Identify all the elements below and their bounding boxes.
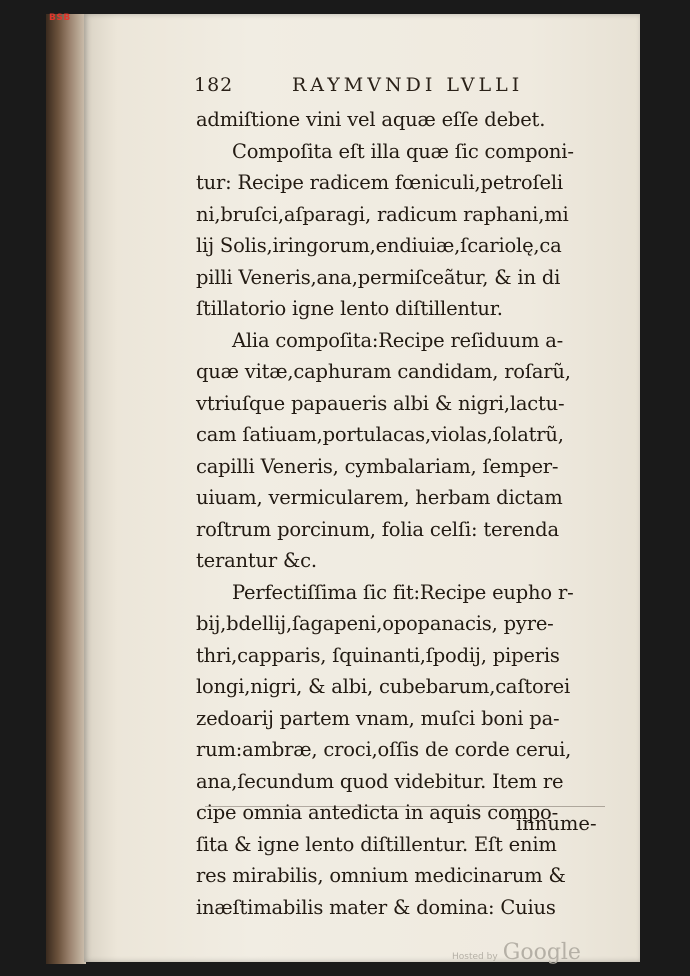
text-line: Alia compoſita:Recipe reſiduum a-	[232, 328, 564, 352]
page-header	[194, 74, 614, 100]
text-line: res mirabilis, omnium medicinarum &	[196, 864, 566, 887]
text-line: zedoarij partem vnam, muſci boni pa-	[196, 706, 560, 730]
text-line: bij,bdellij,ſagapeni,opopanacis, pyre-	[196, 612, 554, 635]
text-line: rum:ambræ, croci,oſſis de corde cerui,	[196, 738, 572, 761]
text-line: cam ſatiuam,portulacas,violas,ſolatrũ,	[196, 423, 564, 446]
text-line: vtriuſque papaueris albi & nigri,lactu-	[196, 391, 565, 415]
text-line: ſtillatorio igne lento diſtillentur.	[196, 297, 503, 320]
page-number: 182	[194, 74, 234, 96]
text-line: quæ vitæ,caphuram candidam, roſarũ,	[196, 360, 571, 383]
text-line: ni,bruſci,aſparagi, radicum raphani,mi	[196, 202, 569, 226]
text-line: ſita & igne lento diſtillentur. Eſt enim	[196, 832, 557, 856]
library-tag: BSB	[49, 13, 71, 23]
text-line: Perfectiſſima ſic fit:Recipe eupho r-	[232, 580, 574, 604]
watermark-prefix: Hosted by	[452, 952, 498, 962]
text-line: tur: Recipe radicem fœniculi,petroſeli	[196, 171, 563, 194]
text-line: cipe omnia antedicta in aquis compo-	[196, 801, 558, 824]
text-line: ana,ſecundum quod videbitur. Item re	[196, 769, 564, 793]
book-spine-edge	[46, 14, 86, 964]
watermark-brand: Google	[502, 940, 581, 965]
bleed-rule	[205, 806, 605, 807]
body-text	[196, 104, 616, 923]
text-line: admiſtione vini vel aquæ eſſe debet.	[196, 108, 546, 131]
scan-watermark	[452, 940, 581, 965]
text-line: thri,capparis, ſquinanti,ſpodij, piperis	[196, 643, 560, 667]
text-line: uiuam, vermicularem, herbam dictam	[196, 486, 563, 509]
text-line: lij Solis,iringorum,endiuiæ,ſcariolę,ca	[196, 234, 562, 257]
text-line: longi,nigri, & albi, cubebarum,caſtorei	[196, 675, 571, 698]
text-line: capilli Veneris, cymbalariam, ſemper-	[196, 454, 559, 478]
text-line: Compoſita eſt illa quæ ſic componi-	[232, 139, 574, 163]
text-line: terantur &c.	[196, 549, 317, 572]
text-line: inæſtimabilis mater & domina: Cuius	[196, 895, 556, 919]
text-line: pilli Veneris,ana,permiſceãtur, & in di	[196, 265, 561, 289]
running-head: RAYMVNDI LVLLI	[292, 74, 524, 96]
text-line: roſtrum porcinum, folia celſi: terenda	[196, 517, 559, 541]
catchword: innume-	[516, 812, 597, 835]
